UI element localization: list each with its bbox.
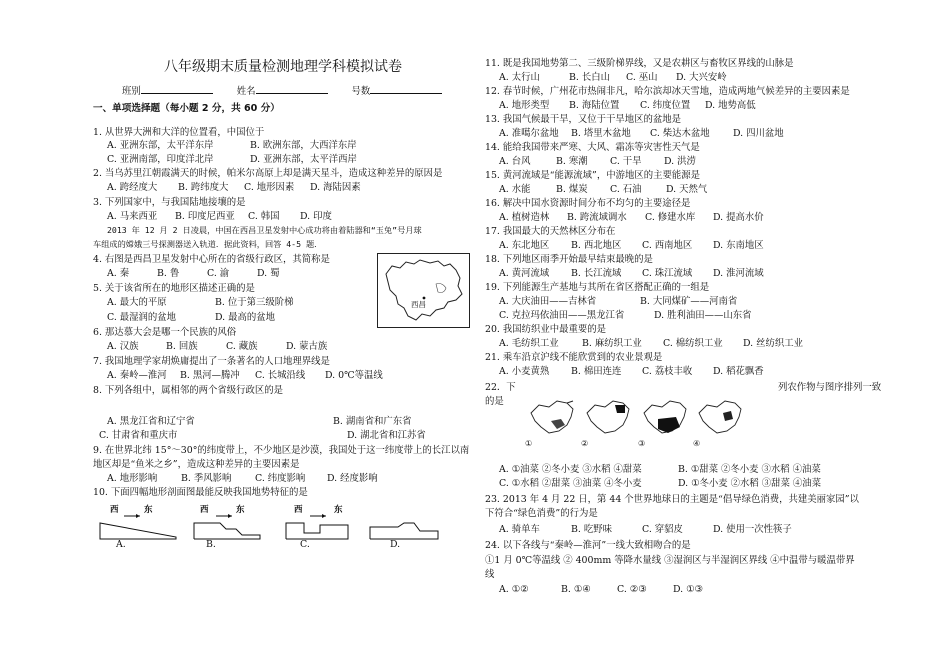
q17-option-b[interactable]: B. 西北地区 bbox=[571, 240, 622, 251]
question-15: 15. 黄河流域是“能源流域”，中游地区的主要能源是 bbox=[485, 170, 700, 181]
q21-option-a[interactable]: A. 小麦黄熟 bbox=[499, 366, 550, 377]
question-14: 14. 能给我国带来严寒、大风、霜冻等灾害性天气是 bbox=[485, 142, 700, 153]
q18-option-c[interactable]: C. 珠江流域 bbox=[642, 268, 693, 279]
q5-option-a[interactable]: A. 最大的平原 bbox=[107, 297, 167, 308]
number-label: 号数 bbox=[351, 86, 371, 97]
crop-map-4-label: ④ bbox=[693, 439, 701, 448]
terrain-profiles bbox=[96, 497, 446, 552]
question-18: 18. 下列地区雨季开始最早结束最晚的是 bbox=[485, 254, 653, 265]
q17-option-c[interactable]: C. 西南地区 bbox=[642, 240, 693, 251]
question-24: 24. 以下各线与“秦岭—淮河”一线大致相吻合的是 bbox=[485, 540, 691, 551]
question-3: 3. 下列国家中，与我国陆地接壤的是 bbox=[93, 197, 246, 208]
q23-option-c[interactable]: C. 穿貂皮 bbox=[642, 524, 683, 535]
q14-option-c[interactable]: C. 干旱 bbox=[610, 156, 642, 167]
q3-option-c[interactable]: C. 韩国 bbox=[248, 211, 280, 222]
q12-option-d[interactable]: D. 地势高低 bbox=[705, 100, 756, 111]
q18-option-b[interactable]: B. 长江流域 bbox=[571, 268, 622, 279]
q8-option-a[interactable]: A. 黑龙江省和辽宁省 bbox=[107, 416, 195, 427]
q4-option-b[interactable]: B. 鲁 bbox=[157, 268, 180, 279]
material-note-line1: 2013 年 12 月 2 日凌晨，中国在西昌卫星发射中心成功将由着陆器和“玉兔”号月球 bbox=[107, 225, 422, 235]
q12-option-a[interactable]: A. 地形类型 bbox=[499, 100, 550, 111]
question-7: 7. 我国地理学家胡焕庸提出了一条著名的人口地理界线是 bbox=[93, 356, 330, 367]
question-12: 12. 春节时候，广州花市热闹非凡，哈尔滨却冰天雪地，造成两地气候差异的主要因素是 bbox=[485, 86, 850, 97]
q9-option-c[interactable]: C. 纬度影响 bbox=[255, 473, 306, 484]
q7-option-b[interactable]: B. 黑河—腾冲 bbox=[180, 370, 240, 381]
q16-option-d[interactable]: D. 提高水价 bbox=[713, 212, 764, 223]
question-13: 13. 我国气候最干旱，又位于干旱地区的盆地是 bbox=[485, 114, 682, 125]
q3-option-d[interactable]: D. 印度 bbox=[300, 211, 332, 222]
crop-map-2-label: ② bbox=[581, 439, 589, 448]
question-6: 6. 那达慕大会是哪一个民族的风俗 bbox=[93, 327, 237, 338]
profile-c-east: 东 bbox=[334, 505, 343, 515]
profile-b-east: 东 bbox=[236, 505, 245, 515]
question-19: 19. 下列能源生产基地与其所在省区搭配正确的一组是 bbox=[485, 282, 710, 293]
q18-option-a[interactable]: A. 黄河流域 bbox=[499, 268, 550, 279]
q22-option-a[interactable]: A. ①油菜 ②冬小麦 ③水稻 ④甜菜 bbox=[499, 464, 642, 475]
question-21: 21. 乘车沿京沪线不能欣赏到的农业景观是 bbox=[485, 352, 663, 363]
profile-a-icon bbox=[96, 513, 186, 541]
q9-option-d[interactable]: D. 经度影响 bbox=[327, 473, 378, 484]
question-8: 8. 下列各组中，属相邻的两个省级行政区的是 bbox=[93, 385, 284, 396]
profile-c-west: 西 bbox=[294, 505, 303, 515]
class-label: 班别 bbox=[122, 86, 141, 97]
q2-option-a[interactable]: A. 跨经度大 bbox=[107, 182, 158, 193]
q1-option-d[interactable]: D. 亚洲东部，太平洋西岸 bbox=[250, 154, 357, 165]
crop-map-2 bbox=[581, 397, 634, 448]
question-16: 16. 解决中国水资源时间分布不均匀的主要途径是 bbox=[485, 198, 691, 209]
q15-option-a[interactable]: A. 水能 bbox=[499, 184, 531, 195]
q6-option-d[interactable]: D. 蒙古族 bbox=[286, 341, 328, 352]
china-map-icon bbox=[583, 397, 634, 439]
name-field[interactable] bbox=[256, 84, 328, 94]
q14-option-a[interactable]: A. 台风 bbox=[499, 156, 531, 167]
exam-title: 八年级期末质量检测地理学科模拟试卷 bbox=[164, 59, 402, 75]
q13-option-a[interactable]: A. 准噶尔盆地 bbox=[499, 128, 559, 139]
q7-option-a[interactable]: A. 秦岭—淮河 bbox=[107, 370, 167, 381]
q20-option-b[interactable]: B. 麻纺织工业 bbox=[582, 338, 642, 349]
profile-b-west: 西 bbox=[200, 505, 209, 515]
q15-option-b[interactable]: B. 煤炭 bbox=[556, 184, 588, 195]
question-9-line1: 9. 在世界北纬 15°～30°的纬度带上，不少地区是沙漠，我国处于这一纬度带上的长江以南 bbox=[93, 445, 470, 456]
q6-option-b[interactable]: B. 回族 bbox=[166, 341, 198, 352]
q2-option-b[interactable]: B. 跨纬度大 bbox=[178, 182, 229, 193]
q11-option-b[interactable]: B. 长白山 bbox=[569, 72, 610, 83]
crop-map-4 bbox=[693, 397, 746, 448]
sichuan-map bbox=[377, 253, 470, 328]
q24-option-b[interactable]: B. ①④ bbox=[561, 584, 591, 595]
question-22-line2: 的是 bbox=[485, 396, 504, 407]
q4-option-c[interactable]: C. 渝 bbox=[207, 268, 230, 279]
china-map-icon bbox=[695, 397, 746, 439]
q3-option-b[interactable]: B. 印度尼西亚 bbox=[175, 211, 235, 222]
profile-a-east: 东 bbox=[144, 505, 153, 515]
q20-option-a[interactable]: A. 毛纺织工业 bbox=[499, 338, 559, 349]
q23-option-b[interactable]: B. 吃野味 bbox=[571, 524, 612, 535]
q4-option-d[interactable]: D. 蜀 bbox=[257, 268, 280, 279]
q20-option-d[interactable]: D. 丝纺织工业 bbox=[743, 338, 804, 349]
q11-option-d[interactable]: D. 大兴安岭 bbox=[676, 72, 727, 83]
q22-option-d[interactable]: D. ①冬小麦 ②水稻 ③甜菜 ④油菜 bbox=[678, 478, 821, 489]
q23-option-d[interactable]: D. 使用一次性筷子 bbox=[713, 524, 792, 535]
q16-option-c[interactable]: C. 修建水库 bbox=[645, 212, 696, 223]
q17-option-d[interactable]: D. 东南地区 bbox=[713, 240, 764, 251]
q18-option-d[interactable]: D. 淮河流域 bbox=[713, 268, 764, 279]
question-24-statements: ①1 月 0℃等温线 ② 400mm 等降水量线 ③湿润区与半湿润区界线 ④中温带与暖温带界 bbox=[485, 555, 855, 566]
question-1: 1. 从世界大洲和大洋的位置看，中国位于 bbox=[93, 127, 265, 138]
question-5: 5. 关于该省所在的地形区描述正确的是 bbox=[93, 283, 255, 294]
profile-d-label[interactable]: D. bbox=[390, 539, 401, 550]
crop-map-3-label: ③ bbox=[638, 439, 646, 448]
profile-a-label[interactable]: A. bbox=[116, 539, 126, 550]
q22-option-b[interactable]: B. ①甜菜 ②冬小麦 ③水稻 ④油菜 bbox=[678, 464, 821, 475]
q15-option-c[interactable]: C. 石油 bbox=[610, 184, 642, 195]
name-label: 姓名 bbox=[236, 86, 256, 97]
q21-option-c[interactable]: C. 荔枝丰收 bbox=[642, 366, 693, 377]
q8-option-c[interactable]: C. 甘肃省和重庆市 bbox=[99, 430, 178, 441]
q19-option-c[interactable]: C. 克拉玛依油田——黑龙江省 bbox=[499, 310, 625, 321]
q16-option-a[interactable]: A. 植树造林 bbox=[499, 212, 550, 223]
q8-option-b[interactable]: B. 湖南省和广东省 bbox=[333, 416, 412, 427]
province-outline-icon bbox=[378, 254, 469, 327]
question-2: 2. 当乌苏里江朝霞满天的时候，帕米尔高原上却是满天星斗，造成这种差异的原因是 bbox=[93, 168, 443, 179]
q16-option-b[interactable]: B. 跨流域调水 bbox=[567, 212, 627, 223]
q2-option-d[interactable]: D. 海陆因素 bbox=[310, 182, 361, 193]
q11-option-c[interactable]: C. 巫山 bbox=[626, 72, 658, 83]
profile-a-west: 西 bbox=[110, 505, 119, 515]
q21-option-b[interactable]: B. 棉田连连 bbox=[571, 366, 622, 377]
q19-option-b[interactable]: B. 大同煤矿——河南省 bbox=[640, 296, 738, 307]
q12-option-c[interactable]: C. 纬度位置 bbox=[640, 100, 691, 111]
profile-c-icon bbox=[284, 513, 364, 541]
q7-option-d[interactable]: D. 0℃等温线 bbox=[325, 370, 383, 381]
crop-map-1 bbox=[525, 397, 578, 448]
q4-option-a[interactable]: A. 秦 bbox=[107, 268, 130, 279]
question-9-line2: 地区却是“鱼米之乡”，造成这种差异的主要因素是 bbox=[93, 459, 300, 470]
q6-option-c[interactable]: C. 藏族 bbox=[226, 341, 258, 352]
q7-option-c[interactable]: C. 长城沿线 bbox=[255, 370, 306, 381]
q13-option-c[interactable]: C. 柴达木盆地 bbox=[650, 128, 710, 139]
q14-option-b[interactable]: B. 寒潮 bbox=[556, 156, 588, 167]
q24-option-d[interactable]: D. ①③ bbox=[673, 584, 703, 595]
question-22-end: 列农作物与图序排列一致 bbox=[778, 382, 882, 393]
question-4: 4. 右图是西昌卫星发射中心所在的省级行政区，其简称是 bbox=[93, 254, 330, 265]
profile-b-icon bbox=[192, 513, 272, 541]
q5-option-b[interactable]: B. 位于第三级阶梯 bbox=[215, 297, 294, 308]
question-23-line1: 23. 2013 年 4 月 22 日，第 44 个世界地球日的主题是“倡导绿色消费，共建美丽家园”以 bbox=[485, 494, 859, 505]
crop-map-1-label: ① bbox=[525, 439, 533, 448]
q14-option-d[interactable]: D. 洪涝 bbox=[664, 156, 696, 167]
q20-option-c[interactable]: C. 棉纺织工业 bbox=[663, 338, 723, 349]
q5-option-c[interactable]: C. 最湿润的盆地 bbox=[107, 312, 177, 323]
q19-option-a[interactable]: A. 大庆油田——吉林省 bbox=[499, 296, 597, 307]
profile-c-label[interactable]: C. bbox=[300, 539, 310, 550]
q9-option-a[interactable]: A. 地形影响 bbox=[107, 473, 158, 484]
q9-option-b[interactable]: B. 季风影响 bbox=[181, 473, 232, 484]
question-20: 20. 我国纺织业中最重要的是 bbox=[485, 324, 607, 335]
student-info bbox=[122, 84, 452, 98]
q1-option-b[interactable]: B. 欧洲东部，大西洋东岸 bbox=[250, 140, 357, 151]
q2-option-c[interactable]: C. 地形因素 bbox=[244, 182, 295, 193]
q13-option-d[interactable]: D. 四川盆地 bbox=[733, 128, 784, 139]
q12-option-b[interactable]: B. 海陆位置 bbox=[569, 100, 620, 111]
question-10: 10. 下面四幅地形剖面图最能反映我国地势特征的是 bbox=[93, 487, 308, 498]
q6-option-a[interactable]: A. 汉族 bbox=[107, 341, 139, 352]
china-map-icon bbox=[640, 397, 691, 439]
q24-option-c[interactable]: C. ②③ bbox=[617, 584, 647, 595]
q23-option-a[interactable]: A. 骑单车 bbox=[499, 524, 540, 535]
q19-option-d[interactable]: D. 胜利油田——山东省 bbox=[654, 310, 752, 321]
profile-d-icon bbox=[368, 513, 448, 541]
question-17: 17. 我国最大的天然林区分布在 bbox=[485, 226, 616, 237]
q17-option-a[interactable]: A. 东北地区 bbox=[499, 240, 550, 251]
q1-option-c[interactable]: C. 亚洲南部，印度洋北岸 bbox=[107, 154, 214, 165]
q11-option-a[interactable]: A. 太行山 bbox=[499, 72, 540, 83]
question-11: 11. 既是我国地势第二、三级阶梯界线，又是农耕区与畜牧区界线的山脉是 bbox=[485, 58, 794, 69]
q3-option-a[interactable]: A. 马来西亚 bbox=[107, 211, 158, 222]
class-field[interactable] bbox=[141, 84, 213, 94]
number-field[interactable] bbox=[370, 84, 442, 94]
q21-option-d[interactable]: D. 稻花飘香 bbox=[713, 366, 764, 377]
q15-option-d[interactable]: D. 天然气 bbox=[666, 184, 708, 195]
q1-option-a[interactable]: A. 亚洲东部，太平洋东岸 bbox=[107, 140, 214, 151]
xichang-label: 西昌 bbox=[411, 300, 426, 309]
question-23-line2: 下符合“绿色消费”的行为是 bbox=[485, 508, 598, 519]
q22-option-c[interactable]: C. ①水稻 ②甜菜 ③油菜 ④冬小麦 bbox=[499, 478, 642, 489]
question-24-statements-cont: 线 bbox=[485, 569, 495, 580]
china-map-icon bbox=[527, 397, 578, 439]
crop-map-3 bbox=[638, 397, 691, 448]
q24-option-a[interactable]: A. ①② bbox=[499, 584, 529, 595]
q13-option-b[interactable]: B. 塔里木盆地 bbox=[571, 128, 631, 139]
profile-b-label[interactable]: B. bbox=[206, 539, 216, 550]
material-note-line2: 车组成的嫦娥三号探测器送入轨道．据此资料，回答 4-5 题． bbox=[93, 239, 323, 249]
q8-option-d[interactable]: D. 湖北省和江苏省 bbox=[347, 430, 426, 441]
question-22-start: 22．下 bbox=[485, 382, 516, 393]
section-heading: 一、单项选择题（每小题 2 分，共 60 分） bbox=[93, 103, 280, 114]
q5-option-d[interactable]: D. 最高的盆地 bbox=[215, 312, 276, 323]
